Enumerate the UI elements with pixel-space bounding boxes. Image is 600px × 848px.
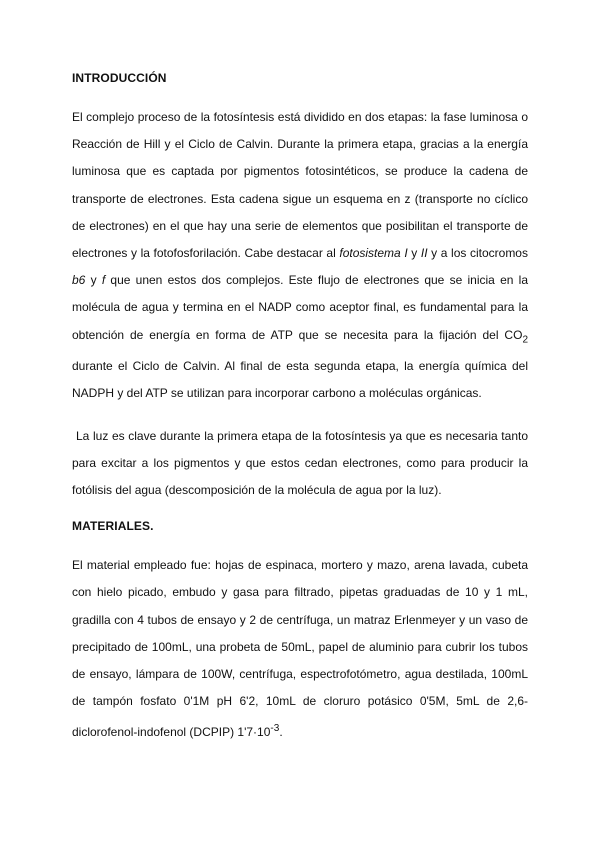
intro-paragraph — [72, 104, 528, 408]
materials-paragraph — [72, 552, 528, 746]
intro-emphasis-fotosistema: fotosistema I — [339, 246, 408, 261]
intro-text-1: El complejo proceso de la fotosíntesis está dividido en dos etapas: la fase luminosa o Reacción de Hill y el Ciclo de Calvin. Durante la primera etapa, gracias a la energía luminosa que es captada por pigmentos fotosintéticos, se produce la cadena de transporte de electrones. Esta cadena sigue un esquema en z (transporte no cíclico de electrones) en el que hay una serie de elementos que posibilitan el transporte de electrones y la fotofosforilación. Cabe destacar al — [72, 110, 528, 261]
intro-text-3: y a los citocromos — [427, 246, 528, 261]
luz-paragraph: La luz es clave durante la primera etapa de la fotosíntesis ya que es necesaria tanto para excitar a los pigmentos y que estos cedan electrones, como para producir la fotólisis del agua (descomposición de la molécula de agua por la luz). — [72, 428, 528, 498]
intro-text-4: y — [85, 273, 102, 288]
intro-emphasis-ii: II — [420, 246, 428, 261]
co2-subscript: 2 — [522, 334, 528, 346]
intro-emphasis-b6: b6 — [72, 273, 86, 288]
intro-text-2: y — [407, 246, 421, 261]
intro-emphasis-f: f — [101, 273, 106, 288]
intro-text-6: durante el Ciclo de Calvin. Al final de esta segunda etapa, la energía química del NADPH y del ATP se utilizan para incorporar carbono a moléculas orgánicas. — [72, 359, 528, 401]
intro-heading: INTRODUCCIÓN — [72, 71, 167, 85]
materials-text: El material empleado fue: hojas de espinaca, mortero y mazo, arena lavada, cubeta con hielo picado, embudo y gasa para filtrado, pipetas graduadas de 10 y 1 mL, gradilla con 4 tubos de ensayo y 2 de centrífuga, un matraz Erlenmeyer y un vaso de precipitado de 100mL, una probeta de 50mL, papel de aluminio para cubrir los tubos de ensayo, lámpara de 100W, centrífuga, espectrofotómetro, agua destilada, 100mL de tampón fosfato 0'1M pH 6'2, 10mL de cloruro potásico 0'5M, 5mL de 2,6-diclorofenol-indofenol (DCPIP) 1'7·10 — [72, 558, 528, 740]
exponent-superscript: -3 — [270, 723, 280, 735]
materials-heading: MATERIALES. — [72, 519, 154, 534]
intro-text-5: que unen estos dos complejos. Este flujo de electrones que se inicia en la molécula de agua y termina en el NADP como aceptor final, es fundamental para la obtención de energía en forma de ATP que se necesita para la fijación del CO — [72, 273, 528, 342]
materials-end: . — [279, 725, 283, 740]
